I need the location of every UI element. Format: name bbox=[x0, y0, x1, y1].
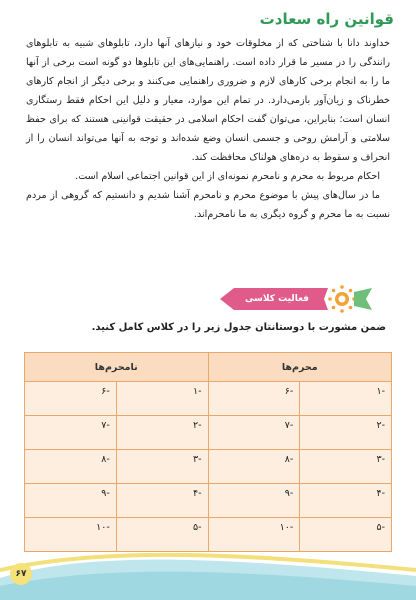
table-cell[interactable]: -۶ bbox=[208, 382, 300, 416]
table-row bbox=[25, 416, 392, 450]
table-cell[interactable]: -۱۰ bbox=[208, 518, 300, 552]
table-cell[interactable]: -۳ bbox=[116, 450, 208, 484]
instruction-text: ضمن مشورت با دوستانتان جدول زیر را در کلاس کامل کنید. bbox=[91, 322, 386, 333]
table-cell[interactable]: -۱۰ bbox=[25, 518, 117, 552]
table-row bbox=[25, 484, 392, 518]
table-row bbox=[25, 382, 392, 416]
table-cell[interactable]: -۷ bbox=[208, 416, 300, 450]
table-cell[interactable]: -۹ bbox=[208, 484, 300, 518]
table-cell[interactable]: -۹ bbox=[25, 484, 117, 518]
sun-icon bbox=[328, 285, 356, 313]
table-cell[interactable]: -۸ bbox=[25, 450, 117, 484]
table-cell[interactable]: -۷ bbox=[25, 416, 117, 450]
table-cell[interactable]: -۵ bbox=[116, 518, 208, 552]
paragraph-1: خداوند دانا با شناختی که از مخلوقات خود و نیازهای آنها دارد، تابلوهای شبیه به تابلوهای رانندگی را در مسیر ما قرار داده است. راهنمایی‌های این تابلوها دو گونه است برخی از آنها ما را به انجام برخی کارهای لازم و ضروری راهنمایی می‌کنند و برخی دیگر از انجام کارهای خطرناک و زیان‌آور بازمی‌دارد. در تمام این موارد، معیار و دلیل این احکام فقط رستگاری انسان است؛ بنابراین، می‌توان گفت احکام اسلامی در حقیقت قوانینی هستند که برای حفظ سلامتی و آرامش روحی و جسمی انسان وضع شده‌اند و توجه به آنها می‌تواند انسان را از انحراف و سقوط به دره‌های هولناک محافظت کند. bbox=[26, 38, 390, 163]
section-heading: قوانین راه سعادت bbox=[259, 10, 394, 28]
paragraph-3: ما در سال‌های پیش با موضوع محرم و نامحرم آشنا شدیم و دانستیم که گروهی از مردم نسبت به ما محرم و گروه دیگری به ما نامحرم‌اند. bbox=[26, 190, 390, 220]
footer-wave bbox=[0, 540, 416, 600]
header-namahram: نامحرم‌ها bbox=[25, 353, 209, 382]
table-cell[interactable]: -۱ bbox=[116, 382, 208, 416]
class-activity-badge bbox=[214, 284, 374, 314]
body-text bbox=[26, 34, 390, 224]
table-cell[interactable]: -۶ bbox=[25, 382, 117, 416]
mahram-table bbox=[24, 352, 392, 552]
header-mahram: محرم‌ها bbox=[208, 353, 392, 382]
paragraph-2: احکام مربوط به محرم و نامحرم نمونه‌ای از این قوانین اجتماعی اسلام است. bbox=[75, 171, 380, 182]
page-number: ۶۷ bbox=[10, 563, 32, 585]
table-cell[interactable]: -۲ bbox=[300, 416, 392, 450]
activity-label: فعالیت کلاسی bbox=[244, 294, 310, 304]
table-row bbox=[25, 450, 392, 484]
table-cell[interactable]: -۱ bbox=[300, 382, 392, 416]
table-cell[interactable]: -۵ bbox=[300, 518, 392, 552]
table-cell[interactable]: -۳ bbox=[300, 450, 392, 484]
table-cell[interactable]: -۸ bbox=[208, 450, 300, 484]
table-cell[interactable]: -۴ bbox=[300, 484, 392, 518]
table-cell[interactable]: -۴ bbox=[116, 484, 208, 518]
table-cell[interactable]: -۲ bbox=[116, 416, 208, 450]
